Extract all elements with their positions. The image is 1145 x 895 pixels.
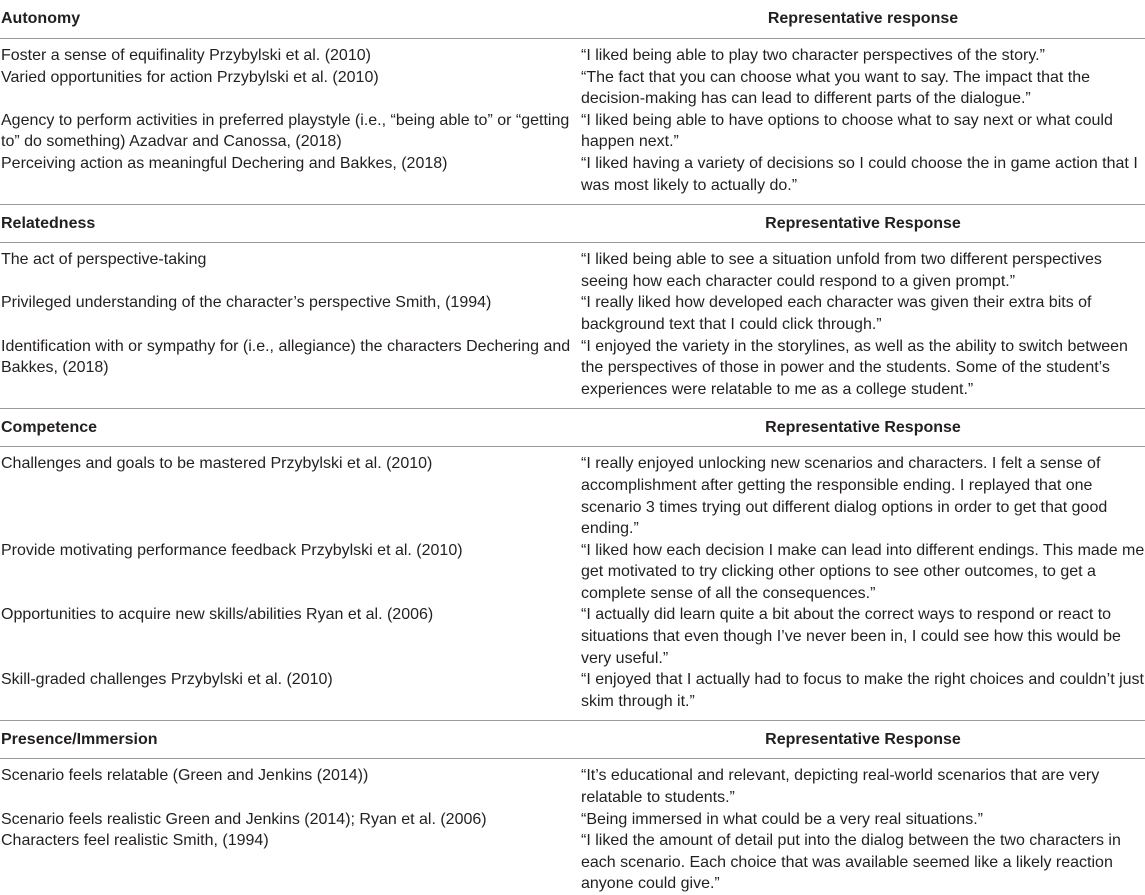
table-row [0, 292, 1145, 335]
section-header-presence-immersion [0, 721, 1145, 759]
response-cell: “I enjoyed that I actually had to focus to make the right choices and couldn’t just skim through it.” [581, 671, 1144, 710]
section-title: Relatedness [0, 205, 580, 243]
theme-cell: Skill-graded challenges Przybylski et al. (2010) [1, 671, 333, 689]
theme-cell: Characters feel realistic Smith, (1994) [1, 832, 269, 850]
section-header-relatedness [0, 205, 1145, 243]
table-row [0, 45, 1145, 67]
response-cell: “I liked how each decision I make can lead into different endings. This made me get motivated to try clicking other options to see other outcomes, to get a complete sense of all the consequences.” [581, 541, 1145, 602]
response-cell: “The fact that you can choose what you want to say. The impact that the decision-making has can lead to different parts of the dialogue.” [581, 68, 1091, 108]
response-cell: “I liked having a variety of decisions so I could choose the in game action that I was most likely to actually do.” [581, 154, 1138, 194]
table-row [0, 153, 1145, 196]
response-cell: “I liked being able to see a situation unfold from two different perspectives seeing how each character could respond to a given prompt.” [581, 251, 1102, 290]
section-title: Autonomy [0, 0, 580, 39]
section-header-competence [0, 409, 1145, 447]
response-cell: “I liked being able to play two character perspectives of the story.” [581, 47, 1045, 64]
table-row [0, 249, 1145, 292]
table-row [0, 67, 1145, 110]
response-cell: “I really enjoyed unlocking new scenarios and characters. I felt a sense of accomplishment after getting the responsible ending. I replayed that one scenario 3 times trying out different dialog options in order to get that good ending.” [581, 455, 1108, 538]
theme-cell: Agency to perform activities in preferred playstyle (i.e., “being able to” or “getting to” do something) Azadvar and Canossa, (2018) [1, 111, 570, 151]
table-row [0, 540, 1145, 605]
section-title: Competence [0, 409, 580, 447]
theme-cell: Identification with or sympathy for (i.e., allegiance) the characters Dechering and Bakkes, (2018) [1, 337, 571, 377]
section-header-autonomy [0, 0, 1145, 39]
response-cell: “Being immersed in what could be a very real situations.” [581, 810, 983, 828]
theme-cell: Scenario feels relatable (Green and Jenkins (2014)) [1, 767, 369, 785]
response-cell: “I actually did learn quite a bit about the correct ways to respond or react to situations that even though I’ve never been in, I could see how this would be very useful.” [581, 606, 1121, 667]
theme-cell: The act of perspective-taking [1, 251, 207, 269]
table-row [0, 110, 1145, 153]
theme-cell: Perceiving action as meaningful Dechering and Bakkes, (2018) [1, 154, 448, 172]
theme-cell: Varied opportunities for action Przybylski et al. (2010) [1, 68, 379, 86]
response-cell: “I liked the amount of detail put into the dialog between the two characters in each scenario. Each choice that was available seemed like a likely reaction anyone could give.” [581, 832, 1121, 893]
table-row [0, 809, 1145, 831]
theme-cell: Challenges and goals to be mastered Przybylski et al. (2010) [1, 455, 433, 473]
section-title: Presence/Immersion [0, 721, 580, 759]
table-row [0, 604, 1145, 669]
theme-cell: Opportunities to acquire new skills/abilities Ryan et al. (2006) [1, 606, 434, 624]
table-row [0, 336, 1145, 401]
table-row [0, 669, 1145, 712]
response-cell: “I enjoyed the variety in the storylines, as well as the ability to switch between the perspectives of those in power and the students. Some of the student’s experiences were relatable to me as a college student.” [581, 337, 1128, 398]
theme-cell: Provide motivating performance feedback Przybylski et al. (2010) [1, 541, 463, 559]
column-header: Representative Response [580, 409, 1145, 447]
column-header: Representative response [580, 0, 1145, 39]
column-header: Representative Response [580, 721, 1145, 759]
table-row [0, 830, 1145, 895]
response-cell: “I liked being able to have options to choose what to say next or what could happen next.” [581, 111, 1113, 151]
theme-cell: Privileged understanding of the character’s perspective Smith, (1994) [1, 294, 492, 312]
theme-cell: Foster a sense of equifinality Przybylski et al. (2010) [1, 47, 371, 64]
table-row [0, 765, 1145, 808]
theme-cell: Scenario feels realistic Green and Jenkins (2014); Ryan et al. (2006) [1, 810, 487, 828]
table-row [0, 453, 1145, 539]
column-header: Representative Response [580, 205, 1145, 243]
response-cell: “It’s educational and relevant, depicting real-world scenarios that are very relatable to students.” [581, 767, 1100, 807]
response-cell: “I really liked how developed each character was given their extra bits of background text that I could click through.” [581, 294, 1092, 333]
